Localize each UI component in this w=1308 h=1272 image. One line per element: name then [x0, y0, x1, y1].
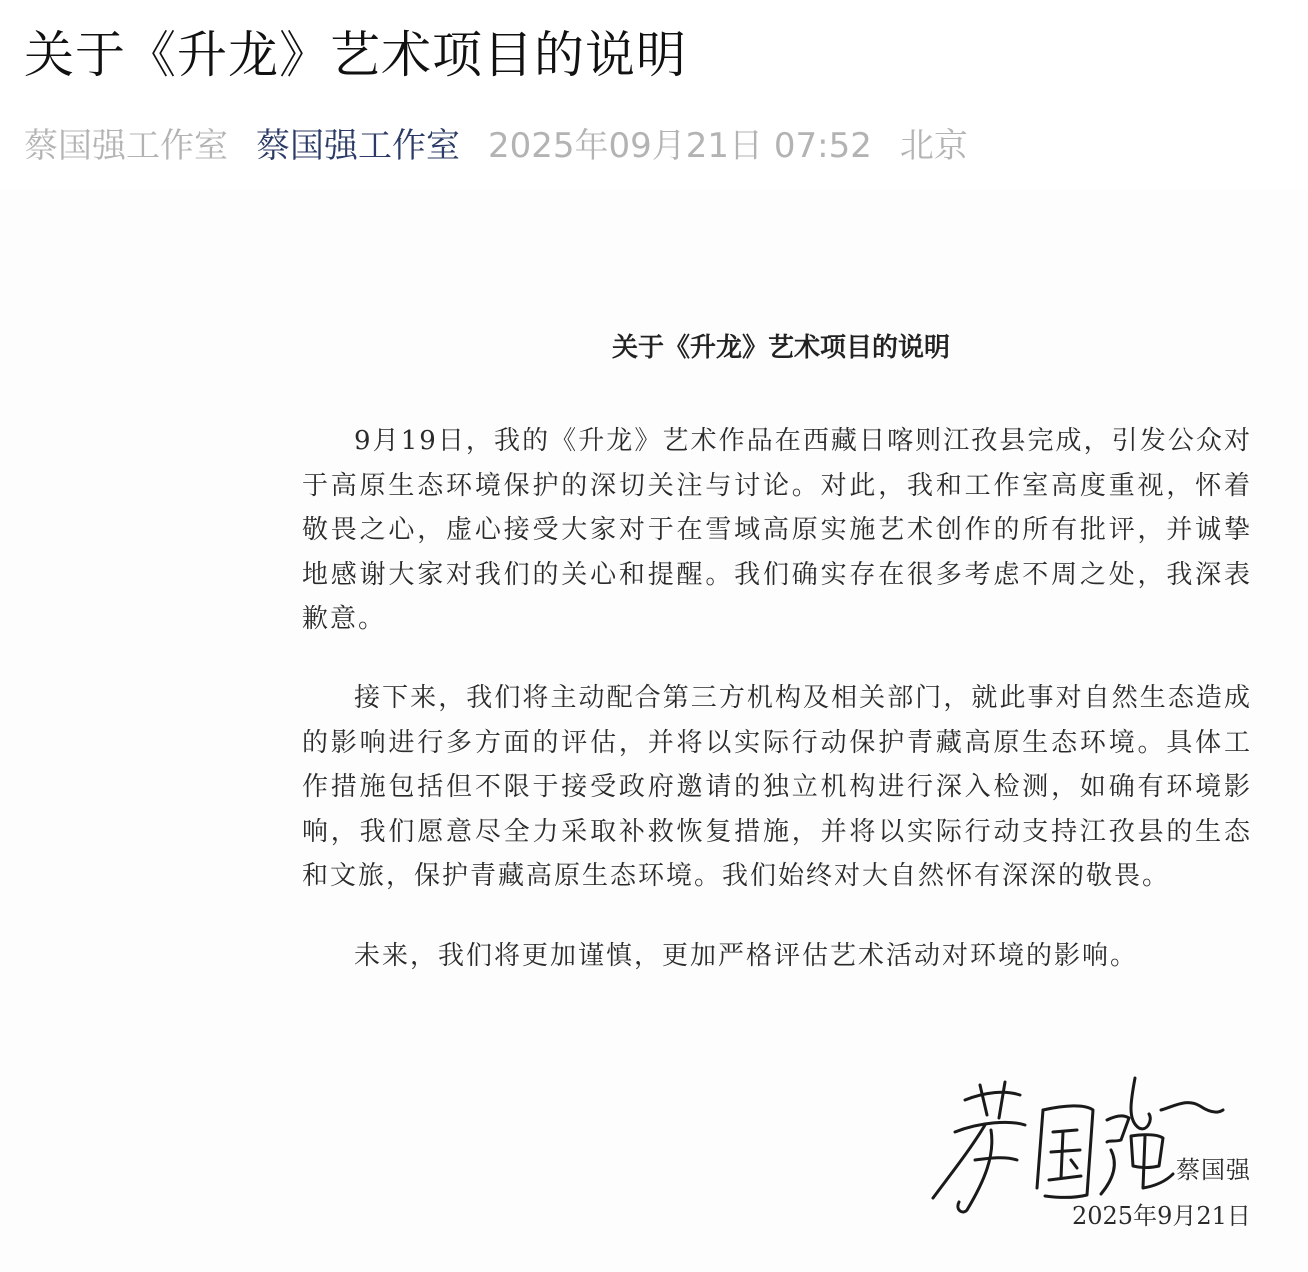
letter-paragraph-3: 未来，我们将更加谨慎，更加严格评估艺术活动对环境的影响。 — [354, 941, 1139, 971]
article-header — [0, 0, 1308, 190]
publish-time: 2025年09月21日 07:52 — [488, 125, 872, 166]
account-link[interactable]: 蔡国强工作室 — [256, 125, 460, 166]
statement-letter-image — [0, 190, 1308, 1272]
signature-name: 蔡国强 — [1176, 1156, 1251, 1184]
publish-location: 北京 — [899, 125, 968, 166]
article-meta — [24, 118, 996, 166]
letter-title: 关于《升龙》艺术项目的说明 — [611, 333, 950, 363]
source-label: 蔡国强工作室 — [24, 125, 228, 166]
letter-paragraph-2: 接下来，我们将主动配合第三方机构及相关部门，就此事对自然生态造成的影响进行多方面的评估，并将以实际行动保护青藏高原生态环境。具体工作措施包括但不限于接受政府邀请的独立机构进行深入检测，如确有环境影响，我们愿意尽全力采取补救恢复措施，并将以实际行动支持江孜县的生态和文旅，保护青藏高原生态环境。我们始终对大自然怀有深深的敬畏。 — [302, 683, 1252, 891]
signature-date: 2025年9月21日 — [1072, 1202, 1251, 1230]
page-title: 关于《升龙》艺术项目的说明 — [24, 26, 687, 84]
letter-paragraph-1: 9月19日，我的《升龙》艺术作品在西藏日喀则江孜县完成，引发公众对于高原生态环境保护的深切关注与讨论。对此，我和工作室高度重视，怀着敬畏之心，虚心接受大家对于在雪域高原实施艺术创作的所有批评，并诚挚地感谢大家对我们的关心和提醒。我们确实存在很多考虑不周之处，我深表歉意。 — [302, 426, 1252, 634]
